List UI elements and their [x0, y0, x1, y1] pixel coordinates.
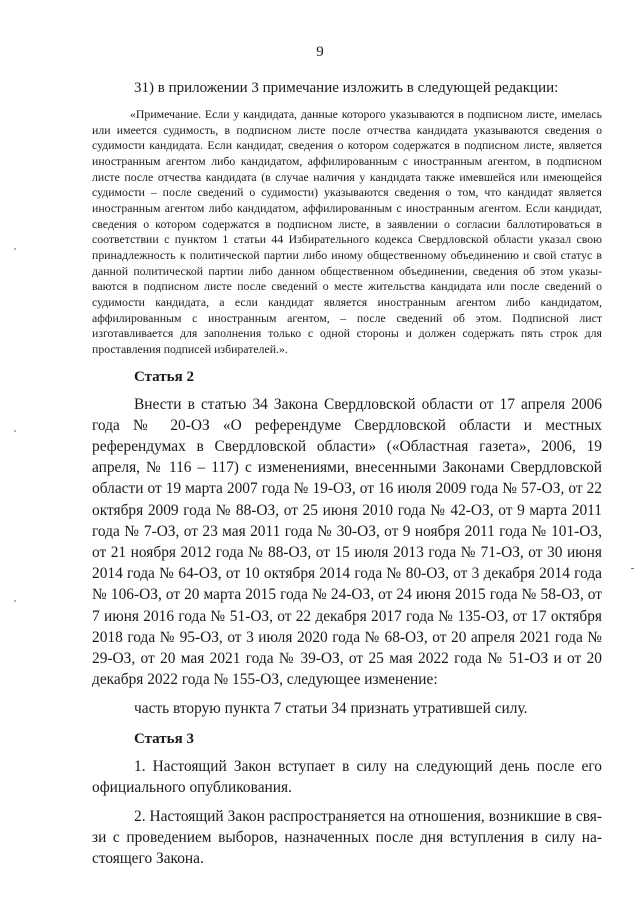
article-2-change: часть вторую пункта 7 статьи 34 признать утратившей силу.: [134, 700, 528, 718]
article-3-heading: Статья 3: [134, 730, 194, 747]
page-number: 9: [316, 44, 324, 60]
article-2-heading: Статья 2: [134, 368, 194, 385]
article-3-item-1: 1. Настоящий Закон вступает в силу на следующий день после его официального опубликования.: [92, 757, 602, 796]
amendment-31-intro: 31) в приложении 3 примечание изложить в следующей редакции:: [134, 80, 559, 96]
scan-speck: [14, 430, 16, 432]
article-3-item-2: 2. Настоящий Закон распространяется на отношения, возникшие в связи с проведением выборов, назначенных после дня вступления в силу настоящего Закона.: [92, 807, 602, 868]
scan-speck: [14, 248, 16, 250]
page-content: [92, 78, 602, 870]
scan-speck: [14, 600, 16, 602]
amendment-31-note-text: «Примечание. Если у кандидата, данные которого указываются в подписном листе, имелась или имеется судимость, в подписном листе после отчества кандидата указываются сведения о судимости кандидата. Если кандидат, сведения о котором содержатся в подписном листе, является иностранным агентом либо кандидатом, аффилированным с иностранным агентом, в подписном листе после отчества кандидата (в случае наличия у кандидата также имевшейся или имеющейся судимости – после сведений о судимости) указываются сведения о том, что кандидат является иностранным агентом либо кандидатом, аффилированным с иностранным агентом. Если кандидат, сведения о котором содержатся в подписном листе, в заявлении о согласии баллотироваться в соответствии с пунктом 1 статьи 44 Избирательного кодекса Свердловской области указал свою принадлежность к политической партии либо иному общественному объединению и свой статус в данной политической партии либо данном общественном объединении, сведения об этом указываются в подписном листе после сведений о месте жительства кандидата или после сведений о судимости кандидата, а если кандидат является иностранным агентом либо кандидатом, аффилированным с иностранным агентом, – после сведений об этом. Подписной лист изготавливается для заполнения только с одной стороны и должен содержать пять строк для проставления подписей избирателей.».: [92, 107, 602, 356]
article-2-paragraph: Внести в статью 34 Закона Свердловской области от 17 апреля 2006 года № 20-ОЗ «О референдуме Свердловской области и местных референдумах в Свердловской области» («Областная газета», 2006, 19 апреля, № 116 – 117) с изменениями, внесенными Законами Свердловской области от 19 марта 2007 года № 19-ОЗ, от 16 июля 2009 года № 57-ОЗ, от 22 октября 2009 года № 88-ОЗ, от 25 июня 2010 года № 42-ОЗ, от 9 марта 2011 года № 7-ОЗ, от 23 мая 2011 года № 30-ОЗ, от 9 ноября 2011 года № 101-ОЗ, от 21 ноября 2012 года № 88-ОЗ, от 15 июля 2013 года № 71-ОЗ, от 30 июня 2014 года № 64-ОЗ, от 10 октября 2014 года № 80-ОЗ, от 3 декабря 2014 года № 106-ОЗ, от 20 марта 2015 года № 24-ОЗ, от 24 июня 2015 года № 58-ОЗ, от 7 июня 2016 года № 51-ОЗ, от 22 декабря 2017 года № 135-ОЗ, от 17 октября 2018 года № 95-ОЗ, от 3 июля 2020 года № 68-ОЗ, от 20 апреля 2021 года № 29-ОЗ, от 20 мая 2021 года № 39-ОЗ, от 25 мая 2022 года № 51-ОЗ и от 20 декабря 2022 года № 155-ОЗ, следующее изменение:: [92, 395, 602, 689]
margin-mark: [631, 568, 634, 569]
